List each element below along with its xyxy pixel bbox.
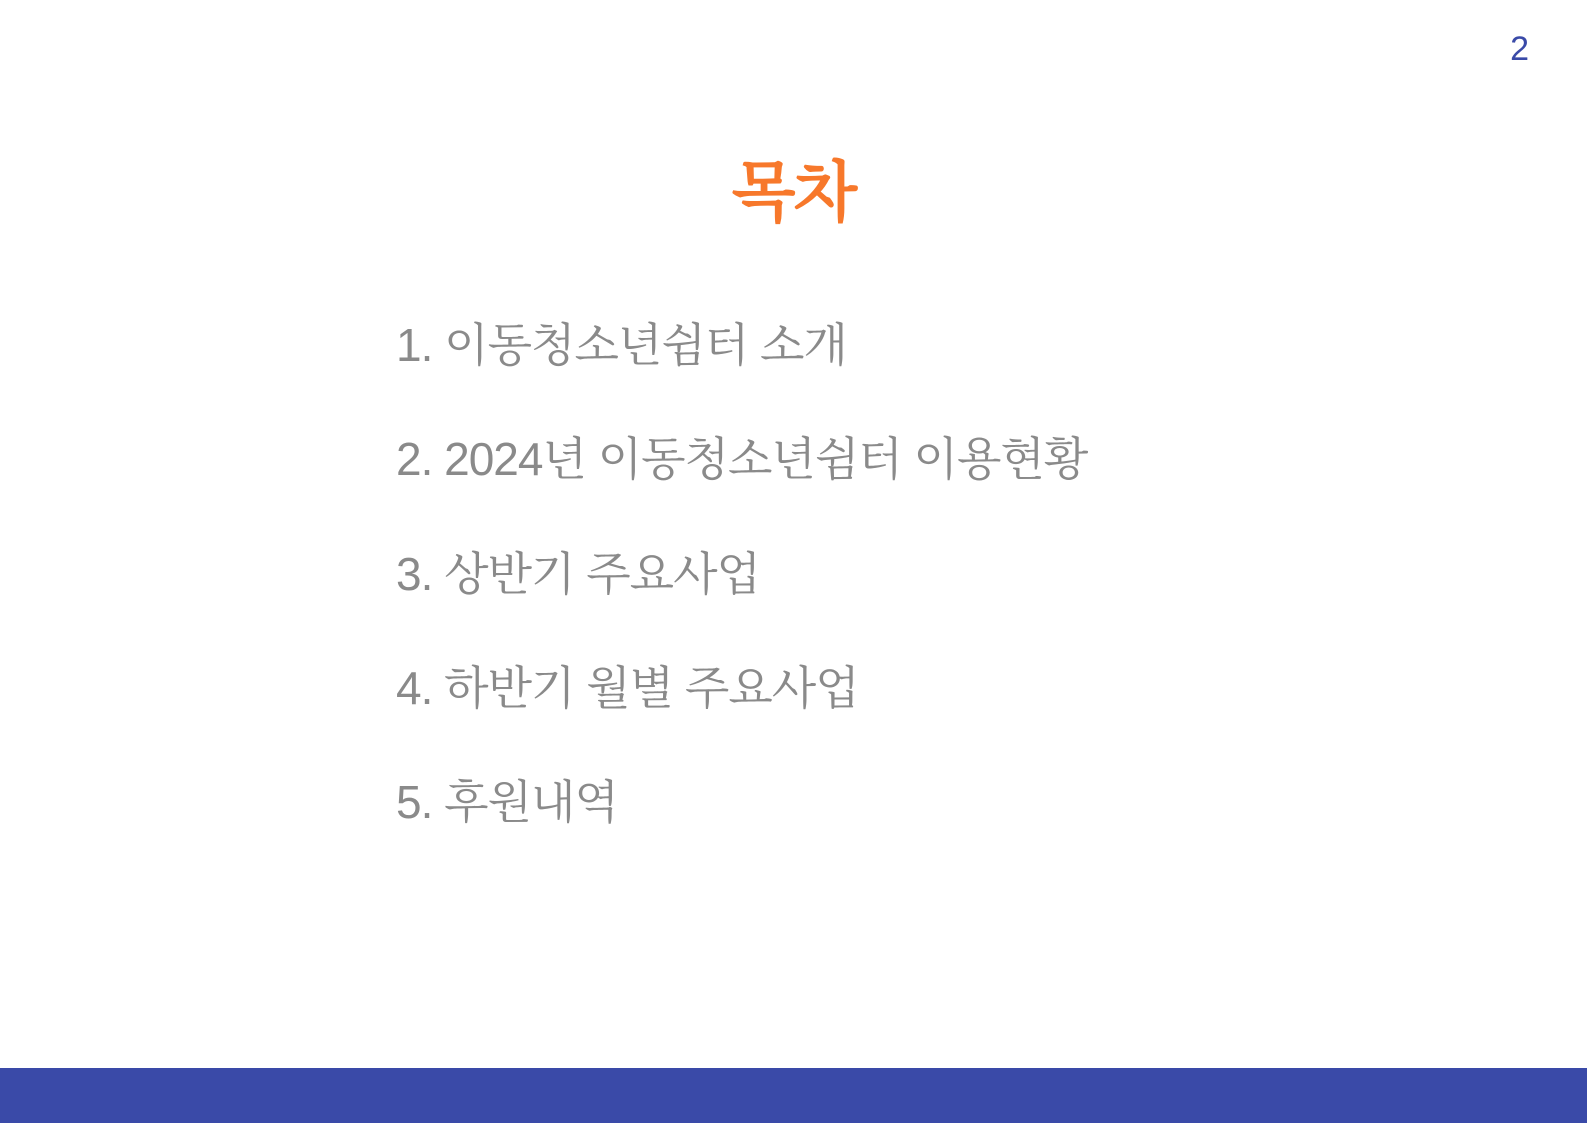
page-number: 2 [1510,30,1529,68]
footer-accent-bar [0,1068,1587,1123]
list-item[interactable]: 3. 상반기 주요사업 [396,547,760,600]
page-title: 목차 [731,155,856,229]
table-of-contents [396,318,1396,829]
list-item[interactable]: 1. 이동청소년쉼터 소개 [396,319,847,371]
list-item[interactable]: 2. 2024년 이동청소년쉼터 이용현황 [396,433,1088,486]
list-item[interactable]: 4. 하반기 월별 주요사업 [396,661,859,714]
list-item[interactable]: 5. 후원내역 [396,776,618,829]
